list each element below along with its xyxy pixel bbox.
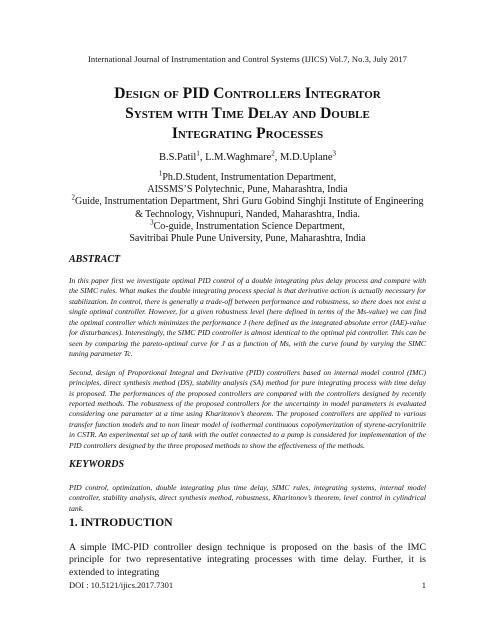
abstract-heading: ABSTRACT xyxy=(69,254,121,265)
title-line-1: Design of PID Controllers Integrator xyxy=(114,85,381,102)
affiliation-line-1 xyxy=(58,169,437,184)
affiliation-3-sup: 3 xyxy=(150,218,154,227)
paper-title xyxy=(40,84,455,144)
journal-header: International Journal of Instrumentation and Control Systems (IJICS) Vol.7, No.3, July 2017 xyxy=(88,54,407,64)
author-3-sup: 3 xyxy=(332,149,337,158)
affiliation-3-text: Co-guide, Instrumentation Science Department, xyxy=(153,220,345,232)
introduction-heading: 1. INTRODUCTION xyxy=(69,517,173,529)
page-number: 1 xyxy=(421,580,426,590)
author-1-sup: 1 xyxy=(196,149,200,158)
author-list xyxy=(0,149,495,163)
keywords-heading: KEYWORDS xyxy=(69,459,125,470)
author-3: , M.D.Uplane xyxy=(274,152,333,163)
title-line-3: Integrating Processes xyxy=(171,125,324,142)
affiliation-line-3 xyxy=(58,196,437,208)
title-line-2: System with Time Delay and Double xyxy=(125,105,370,122)
affiliation-line-2: AISSMS’S Polytechnic, Pune, Maharashtra, India xyxy=(147,184,348,196)
abstract-body xyxy=(69,276,426,459)
affiliation-line-5 xyxy=(58,218,437,233)
author-2: , L.M.Waghmare xyxy=(199,152,272,163)
introduction-body: A simple IMC-PID controller design technique is proposed on the basis of the IMC principle for two representative integrating processes with time delay. Further, it is extended to integrating xyxy=(69,542,426,578)
affiliation-1-sup: 1 xyxy=(158,169,163,178)
author-2-sup: 2 xyxy=(271,149,275,158)
abstract-paragraph-1: In this paper first we investigate optimal PID control of a double integrating plus delay process and compare with the SIMC rules. What makes the double integrating process special is that derivative action is actually necessary for stabilization. In control, there is generally a trade-off between performance and robustness, so there does not exist a single optimal controller. However, for a given robustness level (here defined in terms of the Ms-value) we can find the optimal controller which minimizes the performance J (here defined as the integrated absolute error (IAE)-value for disturbances). Interestingly, the SIMC PID controller is almost identical to the optimal pid controller. This can be seen by comparing the pareto-optimal curve for J as a function of Ms, with the curve found by varying the SIMC tuning parameter Tc. xyxy=(69,276,426,359)
affiliation-2-sup: 2 xyxy=(71,194,75,203)
keywords-body: PID control, optimization, double integrating plus time delay, SIMC rules, integrating systems, internal model controller, stability analysis, direct synthesis method, robustness, Kharitonov’s theorem, level control in cylindrical tank. xyxy=(69,483,426,513)
affiliation-line-6: Savitribai Phule Pune University, Pune, Maharashtra, India xyxy=(129,233,366,245)
affiliation-line-4: & Technology, Vishnupuri, Nanded, Maharashtra, India. xyxy=(135,208,360,220)
affiliation-2-text: Guide, Instrumentation Department, Shri Guru Gobind Singhji Institute of Engineering xyxy=(74,196,424,208)
abstract-paragraph-2: Second, design of Proportional Integral and Derivative (PID) controllers based on internal model control (IMC) principles, direct synthesis method (DS), stability analysis (SA) method for pure integrating process with time delay is proposed. The performances of the proposed controllers are compared with the controllers designed by recently reported methods. The robustness of the proposed controllers for the uncertainty in model parameters is evaluated considering one parameter at a time using Kharitonov’s theorem. The proposed controllers are applied to various transfer function models and to non linear model of isothermal continuous copolymerization of styrene-acrylonitrile in CSTR. An experimental set up of tank with the outlet connected to a pump is considered for implementation of the PID controllers designed by the three proposed methods to show the effectiveness of the methods. xyxy=(69,367,426,450)
affiliation-1-text: Ph.D.Student, Instrumentation Department, xyxy=(162,172,337,183)
author-1: B.S.Patil xyxy=(158,152,197,163)
affiliations xyxy=(58,169,437,245)
footer-doi: DOI : 10.5121/ijics.2017.7301 xyxy=(69,580,174,590)
